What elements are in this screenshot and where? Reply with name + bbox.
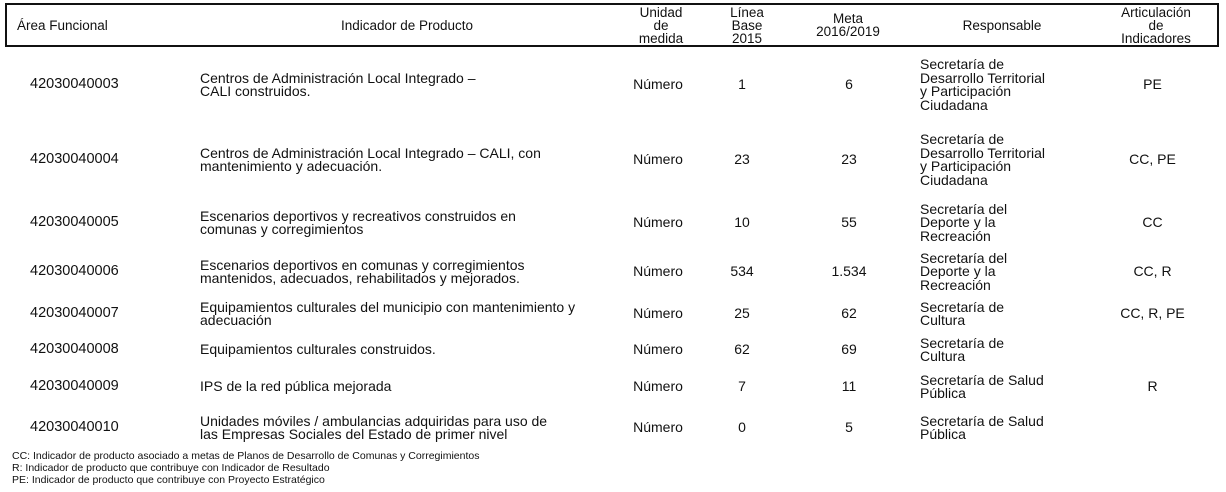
header-linea-base-line: Línea <box>730 4 764 20</box>
header-linea-base-line: 2015 <box>731 30 763 46</box>
cell-area-funcional: 42030040007 <box>30 305 119 322</box>
cell-unidad: Número <box>633 341 683 358</box>
cell-indicador: Centros de Administración Local Integrado – CALI construidos. <box>200 69 476 99</box>
header-unidad-line: Unidad <box>639 4 683 20</box>
header-area-label: Área Funcional <box>17 17 108 33</box>
header-meta-line: Meta <box>832 11 863 26</box>
cell-linea-base: 7 <box>738 378 746 395</box>
cell-linea-base: 23 <box>734 151 750 168</box>
cell-articulacion: CC, R <box>1133 263 1172 280</box>
cell-responsable: Secretaría de Salud Pública <box>920 412 1044 442</box>
cell-meta: 1.534 <box>831 263 867 280</box>
header-area-funcional <box>17 5 177 45</box>
table-row <box>0 336 1226 364</box>
table-row <box>0 408 1226 448</box>
cell-linea-base: 534 <box>730 263 754 280</box>
header-responsable-label: Responsable <box>962 17 1042 33</box>
cell-area-funcional: 42030040005 <box>30 214 119 231</box>
cell-linea-base: 25 <box>734 305 750 322</box>
header-linea-base <box>715 5 779 45</box>
cell-area-funcional: 42030040003 <box>30 76 119 93</box>
header-indicador <box>197 5 617 45</box>
table-row <box>0 201 1226 245</box>
cell-area-funcional: 42030040008 <box>30 341 119 358</box>
cell-responsable: Secretaría del Deporte y la Recreación <box>920 249 1008 293</box>
cell-indicador: IPS de la red pública mejorada <box>200 378 392 395</box>
cell-responsable: Secretaría de Cultura <box>920 334 1005 364</box>
header-linea-base-line: Base <box>731 17 763 33</box>
cell-articulacion <box>1090 336 1215 364</box>
cell-meta: 55 <box>841 214 857 231</box>
cell-responsable: Secretaría de Desarrollo Territorial y Participación Ciudadana <box>920 131 1046 188</box>
cell-unidad: Número <box>633 305 683 322</box>
header-responsable <box>927 5 1077 45</box>
header-meta <box>785 5 911 45</box>
table-row <box>0 52 1226 118</box>
cell-unidad: Número <box>633 151 683 168</box>
footnote-cc: CC: Indicador de producto asociado a metas de Planos de Desarrollo de Comunas y Corregimientos <box>12 450 480 462</box>
cell-indicador: Unidades móviles / ambulancias adquiridas para uso de las Empresas Sociales del Estado de primer nivel <box>200 412 548 442</box>
cell-meta: 23 <box>841 151 857 168</box>
footnotes <box>12 450 480 486</box>
table-row <box>0 250 1226 294</box>
cell-meta: 5 <box>845 419 853 436</box>
cell-meta: 11 <box>841 378 857 395</box>
cell-articulacion: PE <box>1143 76 1162 93</box>
cell-meta: 6 <box>845 76 853 93</box>
cell-unidad: Número <box>633 378 683 395</box>
cell-linea-base: 62 <box>734 341 750 358</box>
cell-linea-base: 0 <box>738 419 746 436</box>
header-unidad-line: medida <box>638 30 684 46</box>
cell-articulacion: CC, R, PE <box>1120 305 1185 322</box>
cell-unidad: Número <box>633 214 683 231</box>
table-row <box>0 126 1226 194</box>
header-meta-line: 2016/2019 <box>816 24 880 39</box>
cell-indicador: Centros de Administración Local Integrado – CALI, con mantenimiento y adecuación. <box>200 144 541 174</box>
footnote-r: R: Indicador de producto que contribuye con Indicador de Resultado <box>12 462 330 474</box>
cell-articulacion <box>1090 408 1215 448</box>
header-unidad <box>613 5 709 45</box>
cell-responsable: Secretaría del Deporte y la Recreación <box>920 200 1008 244</box>
cell-responsable: Secretaría de Cultura <box>920 298 1005 328</box>
cell-area-funcional: 42030040009 <box>30 378 119 395</box>
header-articulacion-line: de <box>1148 17 1164 33</box>
cell-unidad: Número <box>633 263 683 280</box>
header-unidad-line: de <box>653 17 669 33</box>
cell-area-funcional: 42030040006 <box>30 263 119 280</box>
cell-meta: 69 <box>841 341 857 358</box>
header-articulacion-line: Indicadores <box>1121 30 1191 46</box>
cell-indicador: Equipamientos culturales construidos. <box>200 341 436 358</box>
header-indicador-label: Indicador de Producto <box>340 17 474 33</box>
cell-area-funcional: 42030040004 <box>30 151 119 168</box>
cell-unidad: Número <box>633 419 683 436</box>
cell-indicador: Escenarios deportivos en comunas y corregimientos mantenidos, adecuados, rehabilitados y mejorados. <box>200 256 525 286</box>
cell-linea-base: 10 <box>734 214 750 231</box>
cell-area-funcional: 42030040010 <box>30 419 119 436</box>
cell-meta: 62 <box>841 305 857 322</box>
cell-indicador: Escenarios deportivos y recreativos construidos en comunas y corregimientos <box>200 207 516 237</box>
table-row <box>0 298 1226 330</box>
cell-articulacion: CC, PE <box>1129 151 1176 168</box>
cell-responsable: Secretaría de Salud Pública <box>920 371 1044 401</box>
cell-responsable: Secretaría de Desarrollo Territorial y Participación Ciudadana <box>920 56 1046 113</box>
cell-articulacion: CC <box>1142 214 1163 231</box>
cell-unidad: Número <box>633 76 683 93</box>
cell-linea-base: 1 <box>738 76 746 93</box>
header-articulacion <box>1095 5 1217 45</box>
header-articulacion-line: Articulación <box>1121 4 1191 20</box>
cell-articulacion: R <box>1147 378 1158 395</box>
table-header <box>5 3 1219 47</box>
footnote-pe: PE: Indicador de producto que contribuye con Proyecto Estratégico <box>12 474 325 486</box>
table-row <box>0 373 1226 401</box>
cell-indicador: Equipamientos culturales del municipio con mantenimiento y adecuación <box>200 298 576 328</box>
